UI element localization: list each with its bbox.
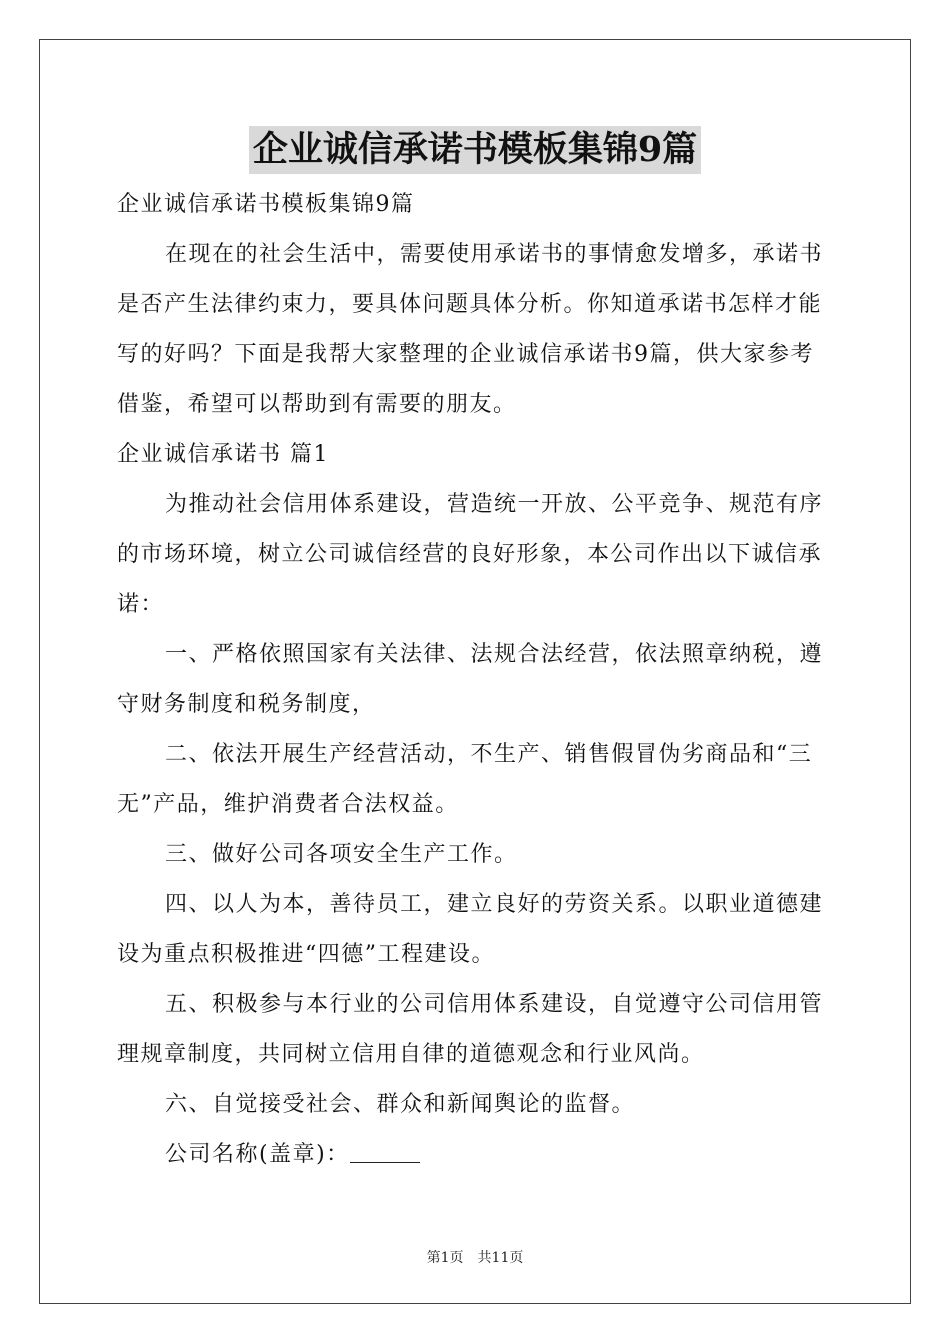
document-title-wrap	[0, 126, 950, 174]
page-footer: 第1页 共11页	[426, 1250, 524, 1266]
document-title: 企业诚信承诺书模板集锦9篇	[249, 126, 701, 174]
intro-paragraph: 在现在的社会生活中，需要使用承诺书的事情愈发增多，承诺书是否产生法律约束力，要具体问题具体分析。你知道承诺书怎样才能写的好吗？下面是我帮大家整理的企业诚信承诺书9篇，供大家参考借鉴，希望可以帮助到有需要的朋友。	[117, 242, 824, 417]
document-subtitle: 企业诚信承诺书模板集锦9篇	[117, 192, 415, 217]
commitment-item: 三、做好公司各项安全生产工作。	[165, 842, 518, 867]
commitment-item: 五、积极参与本行业的公司信用体系建设，自觉遵守公司信用管理规章制度，共同树立信用自律的道德观念和行业风尚。	[117, 992, 824, 1067]
signature-line	[117, 1130, 834, 1180]
commitment-item: 四、以人为本，善待员工，建立良好的劳资关系。以职业道德建设为重点积极推进“四德”工程建设。	[117, 892, 824, 967]
signature-blank	[350, 1142, 420, 1163]
commitment-item: 二、依法开展生产经营活动，不生产、销售假冒伪劣商品和“三无”产品，维护消费者合法权益。	[117, 742, 813, 817]
commitment-item: 六、自觉接受社会、群众和新闻舆论的监督。	[165, 1092, 636, 1117]
section-heading: 企业诚信承诺书 篇1	[117, 442, 329, 467]
signature-label: 公司名称(盖章)：	[165, 1142, 350, 1167]
commitment-item: 一、严格依照国家有关法律、法规合法经营，依法照章纳税，遵守财务制度和税务制度，	[117, 642, 824, 717]
section-intro-paragraph: 为推动社会信用体系建设，营造统一开放、公平竞争、规范有序的市场环境，树立公司诚信经营的良好形象，本公司作出以下诚信承诺：	[117, 492, 824, 617]
document-body	[117, 180, 834, 1180]
